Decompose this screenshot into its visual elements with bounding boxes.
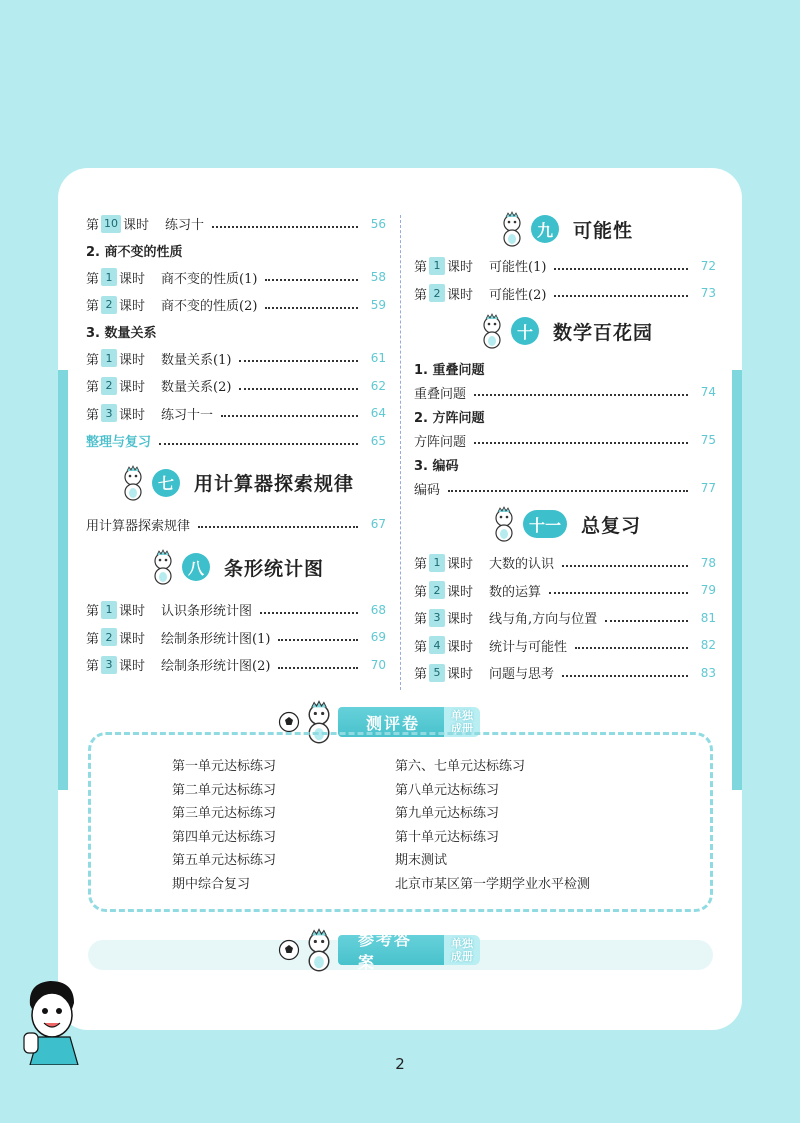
entry-title: 整理与复习 xyxy=(86,435,152,451)
lesson-number: 2 xyxy=(101,377,117,395)
toc-entry[interactable] xyxy=(86,511,386,539)
entry-title: 问题与思考 xyxy=(489,667,555,683)
leader-dots xyxy=(278,633,358,641)
toc-entry[interactable] xyxy=(414,549,716,577)
toc-entry[interactable] xyxy=(414,659,716,687)
entry-title: 可能性(2) xyxy=(489,287,547,303)
lesson-prefix: 第 xyxy=(86,659,100,675)
ribbon-label: 测评卷 xyxy=(338,707,448,737)
tag-line: 成册 xyxy=(451,950,473,963)
unit-badge: 七 xyxy=(152,469,180,497)
page-ref: 77 xyxy=(700,481,716,495)
lesson-number: 1 xyxy=(101,268,117,286)
dinosaur-mascot-icon xyxy=(148,549,178,585)
leader-dots xyxy=(278,661,358,669)
page-ref: 83 xyxy=(700,665,716,680)
entry-title: 可能性(1) xyxy=(489,260,547,276)
lesson-number: 2 xyxy=(101,296,117,314)
lesson-number: 1 xyxy=(429,554,445,572)
entry-title: 商不变的性质(1) xyxy=(161,271,258,287)
unit-11-lessons xyxy=(414,549,716,687)
lesson-suffix: 课时 xyxy=(447,260,474,276)
unit-badge: 九 xyxy=(531,215,559,243)
entry-title: 练习十一 xyxy=(161,407,214,423)
lesson-suffix: 课时 xyxy=(119,380,146,396)
lesson-suffix: 课时 xyxy=(447,584,474,600)
lesson-suffix: 课时 xyxy=(447,639,474,655)
lesson-number: 3 xyxy=(101,404,117,422)
lesson-prefix: 第 xyxy=(86,218,100,234)
toc-right-column xyxy=(414,206,716,687)
lesson-prefix: 第 xyxy=(86,631,100,647)
lesson-number: 10 xyxy=(101,215,121,233)
leader-dots xyxy=(159,437,358,445)
unit-9-heading xyxy=(414,206,716,252)
toc-entry[interactable] xyxy=(86,210,386,238)
page-ref: 59 xyxy=(370,297,386,312)
unit-7-heading xyxy=(86,455,386,511)
section-heading: 3. 编码 xyxy=(414,458,459,474)
toc-entry[interactable] xyxy=(414,577,716,605)
tag-line: 单独 xyxy=(451,709,473,722)
test-item[interactable]: 第二单元达标练习 xyxy=(172,782,277,798)
lesson-suffix: 课时 xyxy=(119,604,146,620)
lesson-prefix: 第 xyxy=(86,352,100,368)
tag-line: 单独 xyxy=(451,937,473,950)
test-item[interactable]: 第五单元达标练习 xyxy=(172,853,277,868)
entry-title: 数量关系(2) xyxy=(161,380,232,396)
page-ref: 68 xyxy=(370,602,386,617)
lesson-suffix: 课时 xyxy=(119,299,146,315)
toc-entry[interactable] xyxy=(86,400,386,428)
lesson-prefix: 第 xyxy=(414,639,428,655)
page-ref: 58 xyxy=(370,270,386,285)
section-heading: 1. 重叠问题 xyxy=(414,362,485,378)
leader-dots xyxy=(239,382,358,390)
toc-entry[interactable] xyxy=(414,632,716,660)
entry-title: 线与角,方向与位置 xyxy=(489,612,598,628)
test-item[interactable]: 第三单元达标练习 xyxy=(172,806,277,821)
answer-ribbon xyxy=(278,928,480,972)
lesson-suffix: 课时 xyxy=(119,659,146,675)
thumbs-up-boy-illustration xyxy=(18,975,88,1065)
lesson-suffix: 课时 xyxy=(119,352,146,368)
page-ref: 61 xyxy=(370,351,386,366)
side-tab-right xyxy=(732,370,742,790)
toc-entry[interactable] xyxy=(414,604,716,632)
toc-entry[interactable] xyxy=(86,264,386,292)
leader-dots xyxy=(265,301,358,309)
page-ref: 65 xyxy=(370,433,386,448)
entry-title: 认识条形统计图 xyxy=(161,604,253,620)
unit-8-lessons xyxy=(86,596,386,679)
toc-entry[interactable] xyxy=(414,429,716,451)
entry-title: 数量关系(1) xyxy=(161,352,232,368)
lesson-prefix: 第 xyxy=(86,271,100,287)
lesson-prefix: 第 xyxy=(414,584,428,600)
unit-title: 用计算器探索规律 xyxy=(194,473,355,495)
section-heading: 2. 商不变的性质 xyxy=(86,245,183,260)
leader-dots xyxy=(605,614,688,622)
unit-badge: 十一 xyxy=(523,510,567,538)
page-number: 2 xyxy=(395,1055,405,1073)
lesson-number: 2 xyxy=(101,628,117,646)
test-item[interactable]: 第十单元达标练习 xyxy=(395,829,500,845)
test-item[interactable]: 第八单元达标练习 xyxy=(395,782,500,798)
leader-dots xyxy=(474,436,688,444)
dinosaur-mascot-icon xyxy=(477,313,507,349)
test-item[interactable]: 第九单元达标练习 xyxy=(395,806,500,821)
unit-8-heading xyxy=(86,538,386,596)
section-heading: 3. 数量关系 xyxy=(86,326,157,341)
unit-badge: 八 xyxy=(182,553,210,581)
lesson-number: 1 xyxy=(101,349,117,367)
lesson-prefix: 第 xyxy=(86,380,100,396)
toc-entry[interactable] xyxy=(86,624,386,652)
leader-dots xyxy=(198,520,358,528)
page-ref: 72 xyxy=(700,258,716,273)
page-ref: 75 xyxy=(700,433,716,447)
toc-entry[interactable] xyxy=(86,596,386,624)
page-ref: 78 xyxy=(700,555,716,570)
tests-right-column xyxy=(395,755,590,896)
toc-left-column xyxy=(86,210,386,679)
entry-title: 统计与可能性 xyxy=(489,639,568,655)
lesson-suffix: 课时 xyxy=(119,407,146,423)
lesson-number: 2 xyxy=(429,284,445,302)
lesson-prefix: 第 xyxy=(86,407,100,423)
page-ref: 62 xyxy=(370,378,386,393)
test-item[interactable]: 第四单元达标练习 xyxy=(172,829,277,845)
lesson-prefix: 第 xyxy=(414,287,428,303)
lesson-number: 3 xyxy=(429,609,445,627)
page-ref: 69 xyxy=(370,630,386,645)
page-ref: 79 xyxy=(700,583,716,598)
lesson-suffix: 课时 xyxy=(119,271,146,287)
toc-entry[interactable] xyxy=(86,345,386,373)
dinosaur-mascot-icon xyxy=(300,928,338,972)
test-item[interactable]: 第六、七单元达标练习 xyxy=(395,759,526,774)
lesson-number: 4 xyxy=(429,636,445,654)
lesson-prefix: 第 xyxy=(414,612,428,628)
toc-entry[interactable] xyxy=(414,477,716,499)
page-ref: 82 xyxy=(700,638,716,653)
column-divider xyxy=(400,215,401,690)
toc-entry[interactable] xyxy=(414,280,716,308)
lesson-suffix: 课时 xyxy=(447,612,474,628)
unit-title: 可能性 xyxy=(573,219,634,242)
page-ref: 56 xyxy=(370,216,386,231)
unit-badge: 十 xyxy=(511,317,539,345)
leader-dots xyxy=(575,641,688,649)
lesson-number: 1 xyxy=(101,601,117,619)
unit-10-items xyxy=(414,355,716,499)
page-ref: 73 xyxy=(700,286,716,301)
toc-entry[interactable] xyxy=(86,372,386,400)
lesson-number: 5 xyxy=(429,664,445,682)
lesson-prefix: 第 xyxy=(414,260,428,276)
lesson-number: 1 xyxy=(429,257,445,275)
test-item[interactable]: 期末测试 xyxy=(395,853,448,868)
entry-title: 重叠问题 xyxy=(414,386,467,402)
lesson-number: 3 xyxy=(101,656,117,674)
leader-dots xyxy=(221,409,358,417)
unit-11-heading xyxy=(414,499,716,549)
leader-dots xyxy=(562,669,688,677)
page-ref: 64 xyxy=(370,406,386,421)
leader-dots xyxy=(474,388,688,396)
unit-title: 数学百花园 xyxy=(553,321,654,344)
lesson-suffix: 课时 xyxy=(123,218,150,234)
toc-entry[interactable] xyxy=(414,252,716,280)
toc-entry[interactable] xyxy=(414,381,716,403)
dinosaur-mascot-icon xyxy=(489,506,519,542)
separate-booklet-tag xyxy=(444,935,480,965)
leader-dots xyxy=(549,586,688,594)
unit-10-heading xyxy=(414,307,716,355)
lesson-prefix: 第 xyxy=(86,299,100,315)
page-ref: 74 xyxy=(700,385,716,399)
tag-line: 成册 xyxy=(451,722,473,735)
side-tab-left xyxy=(58,370,68,790)
page-ref: 81 xyxy=(700,610,716,625)
toc-entry[interactable] xyxy=(86,427,386,455)
toc-entry[interactable] xyxy=(86,291,386,319)
section-heading: 2. 方阵问题 xyxy=(414,410,485,426)
leader-dots xyxy=(212,220,358,228)
lesson-suffix: 课时 xyxy=(447,667,474,683)
test-item[interactable]: 第一单元达标练习 xyxy=(172,759,277,774)
entry-title: 方阵问题 xyxy=(414,434,467,450)
dinosaur-mascot-icon xyxy=(118,465,148,501)
leader-dots xyxy=(265,273,358,281)
leader-dots xyxy=(554,262,688,270)
toc-entry[interactable] xyxy=(86,651,386,679)
leader-dots xyxy=(239,354,358,362)
soccer-ball-icon xyxy=(278,711,300,733)
dinosaur-mascot-icon xyxy=(497,211,527,247)
unit-9-lessons xyxy=(414,252,716,307)
leader-dots xyxy=(562,559,688,567)
leader-dots xyxy=(260,606,358,614)
lesson-suffix: 课时 xyxy=(447,557,474,573)
tests-left-column xyxy=(172,755,276,896)
lesson-prefix: 第 xyxy=(414,667,428,683)
ribbon-label: 参考答案 xyxy=(338,935,448,965)
entry-title: 商不变的性质(2) xyxy=(161,299,258,315)
lesson-suffix: 课时 xyxy=(119,631,146,647)
unit-title: 条形统计图 xyxy=(224,557,325,580)
lesson-prefix: 第 xyxy=(414,557,428,573)
entry-title: 数的运算 xyxy=(489,584,542,600)
test-item[interactable]: 北京市某区第一学期学业水平检测 xyxy=(395,876,591,892)
entry-title: 绘制条形统计图(2) xyxy=(161,659,271,675)
entry-title: 大数的认识 xyxy=(489,557,555,573)
entry-title: 绘制条形统计图(1) xyxy=(161,631,271,647)
lesson-number: 2 xyxy=(429,581,445,599)
lesson-suffix: 课时 xyxy=(447,287,474,303)
page-ref: 70 xyxy=(370,657,386,672)
entry-title: 编码 xyxy=(414,482,441,498)
leader-dots xyxy=(448,484,688,492)
left-entries xyxy=(86,210,386,455)
soccer-ball-icon xyxy=(278,939,300,961)
entry-title: 用计算器探索规律 xyxy=(86,518,191,534)
unit-title: 总复习 xyxy=(581,514,642,537)
entry-title: 练习十 xyxy=(165,218,205,234)
page-ref: 67 xyxy=(370,517,386,532)
test-item[interactable]: 期中综合复习 xyxy=(172,876,251,892)
leader-dots xyxy=(554,289,688,297)
lesson-prefix: 第 xyxy=(86,604,100,620)
